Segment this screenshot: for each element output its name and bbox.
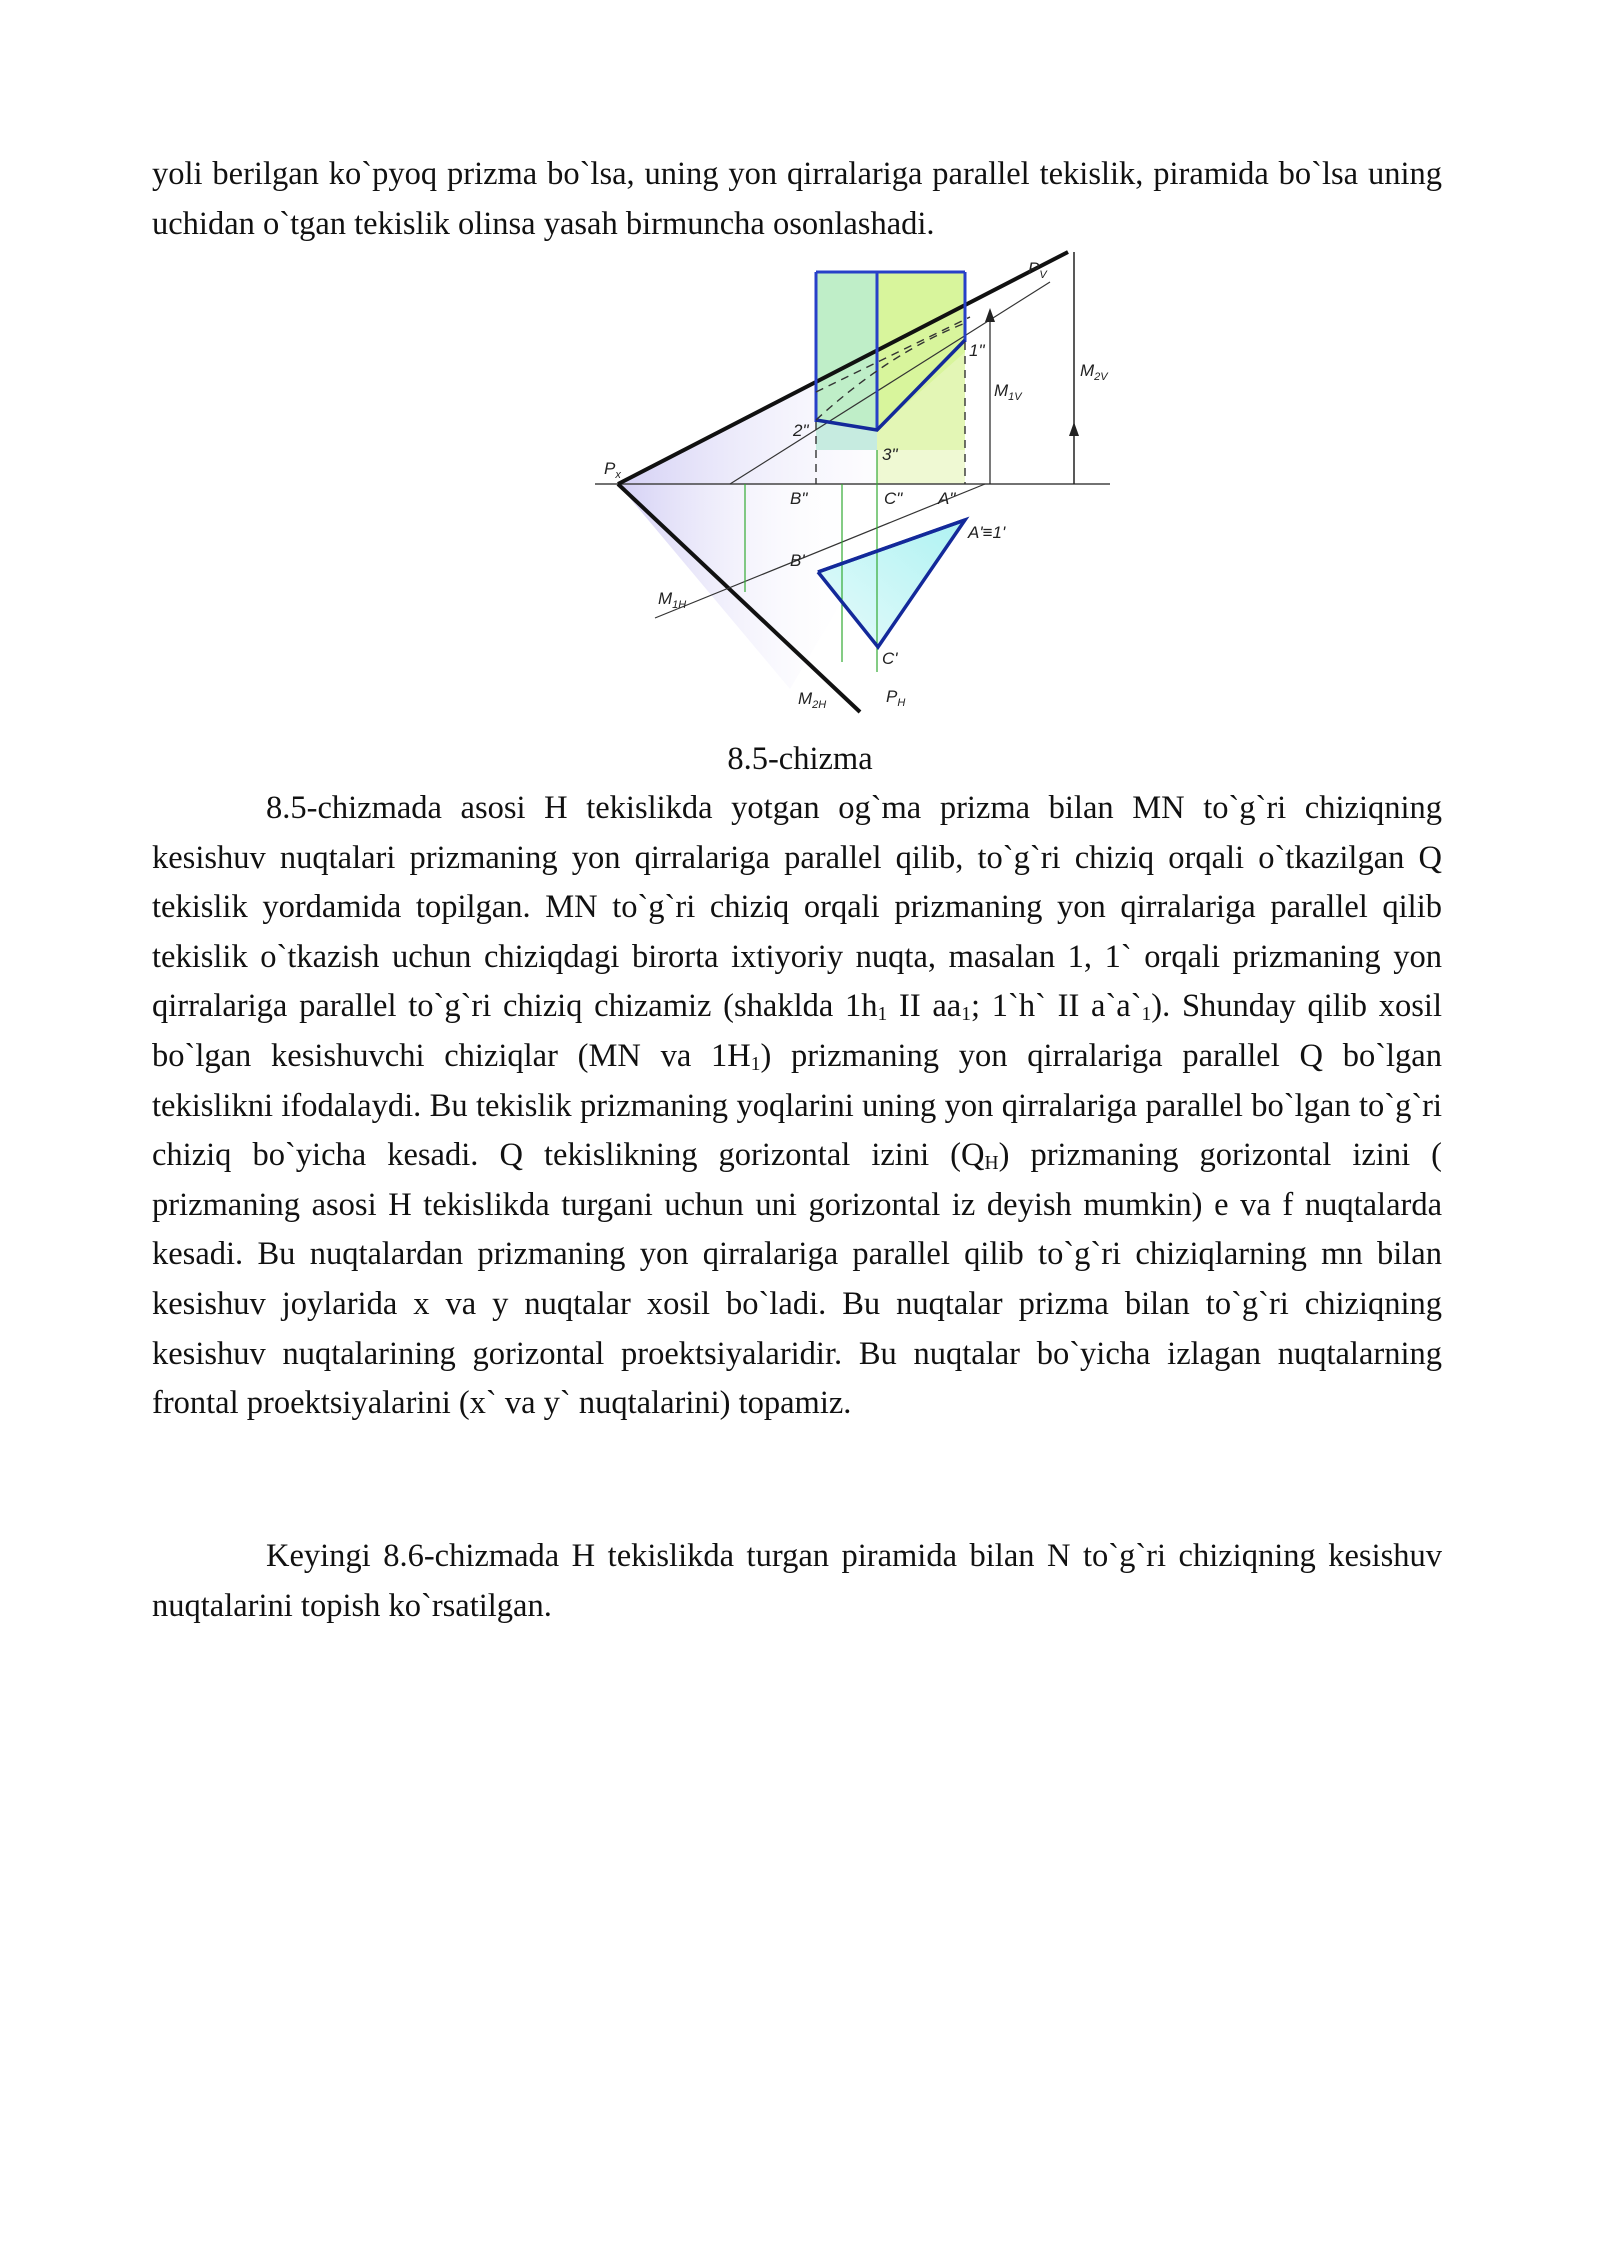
label-pv: $P_V$ (1028, 259, 1047, 281)
label-a1h: A'≡1' (968, 523, 1006, 542)
m1v-arrow-icon (985, 308, 995, 322)
label-m1v: $M_{1V}$ (994, 381, 1022, 403)
label-m1h: $M_{1H}$ (658, 589, 687, 611)
main-text: 8.5-chizmada asosi H tekislikda yotgan og`ma prizma bilan MN to`g`ri chiziqning kesishuv nuqtalari prizmaning yon qirralariga parallel qilib, to`g`ri chiziq orqali o`tkazilgan Q tekislik yordamida topilgan. MN to`g`ri chiziq orqali prizmaning yon qirralariga parallel qilib tekislik o`tkazish uchun chiziqdagi birorta ixtiyoriy nuqta, masalan 1, 1` orqali prizmaning yon qirralariga parallel to`g`ri chiziq chizamiz (shaklda $1h_1$ II $aa_1$; 1`h` II $a`a`_1$). Shunday qilib xosil bo`lgan kesishuvchi chiziqlar (MN va $1H_1$) prizmaning yon qirralariga parallel Q bo`lgan tekislikni ifodalaydi. Bu tekislik prizmaning yoqlarini uning yon qirralariga parallel bo`lgan to`g`ri chiziq bo`yicha kesadi. Q tekislikning gorizontal izini $(Q_H)$ prizmaning gorizontal izini ( prizmaning asosi H tekislikda turgani uchun uni gorizontal iz deyish mumkin) e va f nuqtalarda kesadi. Bu nuqtalardan prizmaning yon qirralariga parallel qilib to`g`ri chiziqlarning mn bilan kesishuv joylarida x va y nuqtalar xosil bo`ladi. Bu nuqtalar prizma bilan to`g`ri chiziqning kesishuv nuqtalarining gorizontal proektsiyalaridir. Bu nuqtalar bo`yicha izlagan nuqtalarning frontal proektsiyalarini (x` va y` nuqtalarini) topamiz. (152, 790, 1442, 1422)
label-m2h: $M_{2H}$ (798, 689, 827, 711)
label-2v: 2" (793, 421, 809, 440)
intro-paragraph (152, 150, 1442, 249)
next-paragraph (152, 1532, 1442, 1631)
label-av: A" (938, 489, 956, 508)
label-bh: B' (790, 551, 805, 570)
next-text: Keyingi 8.6-chizmada H tekislikda turgan piramida bilan N to`g`ri chiziqning kesishuv nuqtalarini topish ko`rsatilgan. (152, 1538, 1442, 1624)
label-ch: C' (882, 649, 898, 668)
label-ph: $P_H$ (886, 687, 906, 709)
m2v-arrow-icon (1069, 422, 1079, 436)
label-px: $P_x$ (604, 459, 621, 481)
label-bv: B" (790, 489, 808, 508)
main-paragraph (152, 784, 1442, 1429)
descriptive-geometry-drawing (590, 252, 1130, 732)
intro-text: yoli berilgan ko`pyoq prizma bo`lsa, uning yon qirralariga parallel tekislik, piramida bo`lsa uning uchidan o`tgan tekislik olinsa yasah birmuncha osonlashadi. (152, 156, 1442, 242)
label-3v: 3" (882, 445, 898, 464)
figure-caption: 8.5-chizma (727, 741, 873, 777)
label-1v: 1" (969, 341, 985, 360)
label-cv: C" (884, 489, 903, 508)
label-m2v: $M_{2V}$ (1080, 361, 1108, 383)
figure-8-5 (590, 252, 1130, 732)
